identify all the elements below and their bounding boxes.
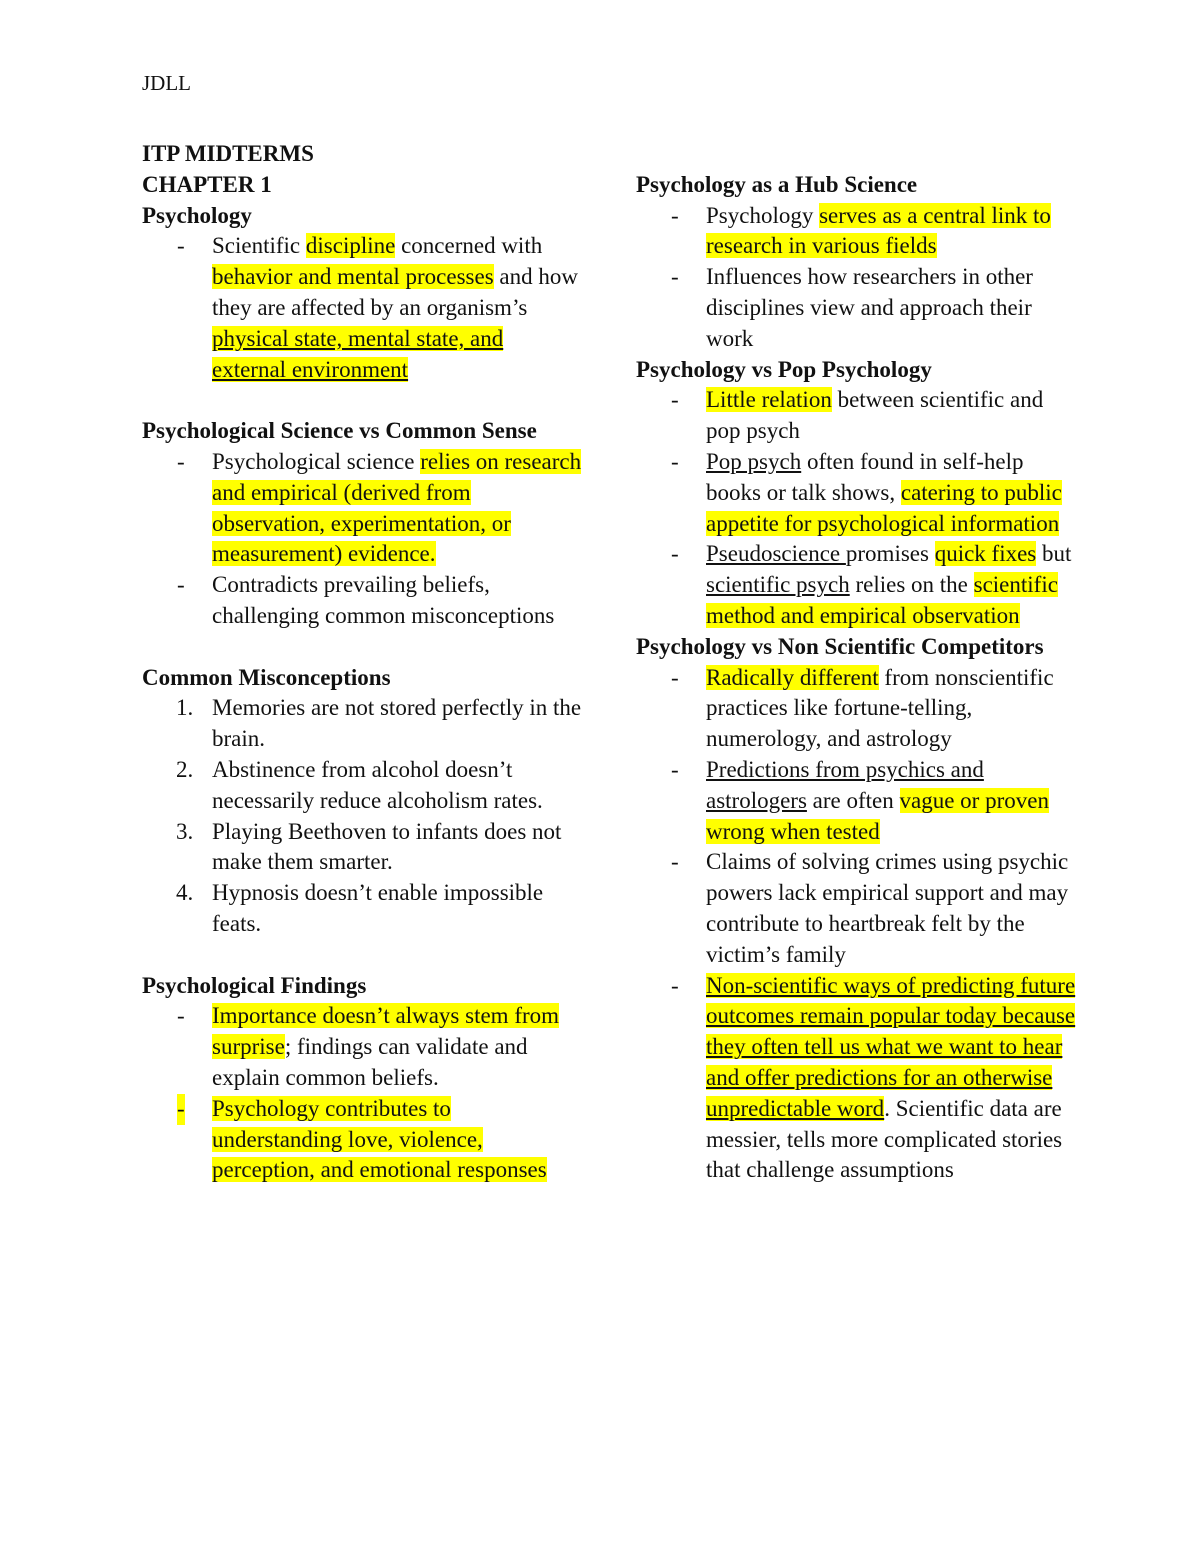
list-item [636, 447, 1076, 539]
dash-marker: - [177, 572, 185, 598]
list-item [636, 755, 1076, 847]
section-heading-non-scientific-competitors: Psychology vs Non Scientific Competitors [636, 633, 1044, 659]
list-item [142, 755, 582, 817]
body-text: Influences how researchers in other disciplines view and approach their work [706, 264, 1033, 351]
body-text: are often [806, 787, 900, 813]
psychology-bullet-list [142, 231, 582, 385]
list-item [142, 570, 582, 632]
highlighted-text: Psychology contributes to understanding love, violence, perception, and emotional responses [212, 1095, 547, 1183]
underlined-text: scientific psych [706, 572, 850, 598]
list-item [636, 201, 1076, 263]
dash-marker: - [177, 233, 185, 259]
underlined-text: Predictions from psychics and astrologers [706, 756, 984, 813]
dash-marker: - [177, 1094, 185, 1125]
body-text: Claims of solving crimes using psychic powers lack empirical support and may contribute to heartbreak felt by the victim’s family [706, 849, 1069, 967]
section-heading-hub-science: Psychology as a Hub Science [636, 171, 918, 197]
left-column [142, 139, 582, 1186]
section-heading-psychological-findings: Psychological Findings [142, 972, 367, 998]
list-item [636, 971, 1076, 1187]
dash-marker: - [671, 664, 679, 690]
highlighted-text: serves as a central link to research in various fields [706, 202, 1051, 259]
highlighted-text: Radically different [706, 664, 879, 690]
section-heading-science-vs-common-sense: Psychological Science vs Common Sense [142, 418, 537, 444]
body-text: Hypnosis doesn’t enable impossible feats. [212, 880, 544, 936]
body-text: between scientific and pop psych [706, 387, 1044, 444]
list-item [636, 539, 1076, 631]
dash-marker: - [671, 756, 679, 782]
list-number: 4. [176, 880, 194, 906]
highlighted-text: discipline [305, 233, 396, 259]
underlined-text: Pseudoscience [706, 541, 846, 567]
body-text: Playing Beethoven to infants does not make them smarter. [212, 818, 562, 875]
body-text: Memories are not stored perfectly in the brain. [212, 695, 582, 752]
dash-marker: - [671, 849, 679, 875]
body-text: Psychological science [212, 448, 421, 474]
section-heading-psychology: Psychology [142, 202, 252, 228]
list-number: 3. [176, 818, 194, 844]
highlighted-text: Importance doesn’t always stem from surprise [212, 1003, 560, 1060]
body-text: promises [845, 541, 935, 567]
body-text: and how they are affected by an organism’s [212, 264, 578, 320]
dash-marker: - [671, 541, 679, 567]
list-item [636, 385, 1076, 447]
body-text: Scientific [212, 233, 306, 259]
hub-bullet-list [636, 201, 1076, 355]
body-text: but [1036, 541, 1072, 567]
body-text: often found in self-help books or talk shows, [706, 448, 1024, 505]
highlighted-text: relies on research and empirical (derived from observation, experimentation, or measurement) evidence. [212, 448, 582, 567]
document-title: ITP MIDTERMS [142, 141, 314, 166]
section-heading-common-misconceptions: Common Misconceptions [142, 664, 391, 690]
findings-bullet-list [142, 1001, 582, 1186]
misconceptions-numbered-list [142, 693, 582, 939]
highlighted-underlined-text: Non-scientific ways of predicting future outcomes remain popular today because they often tell us what we want to hear and offer predictions for an otherwise unpredictable word [706, 972, 1076, 1121]
section-heading-pop-psychology: Psychology vs Pop Psychology [636, 356, 932, 382]
dash-marker: - [177, 1003, 185, 1029]
underlined-text: Pop psych [706, 448, 802, 474]
body-text: from nonscientific practices like fortune-telling, numerology, and astrology [706, 664, 1054, 752]
highlighted-text: quick fixes [934, 541, 1037, 567]
list-item [142, 817, 582, 879]
nonsci-bullet-list [636, 663, 1076, 1187]
body-text: concerned with [395, 233, 543, 259]
highlighted-text: catering to public appetite for psychological information [706, 479, 1062, 536]
pop-bullet-list [636, 385, 1076, 631]
body-text: relies on the [849, 572, 974, 598]
dash-marker: - [671, 387, 679, 413]
dash-marker: - [671, 972, 679, 998]
list-number: 1. [176, 695, 194, 721]
right-column [636, 139, 1076, 1186]
dash-marker: - [177, 448, 185, 474]
dash-marker: - [671, 264, 679, 290]
list-item [142, 878, 582, 940]
list-item [142, 1001, 582, 1093]
highlighted-text: vague or proven wrong when tested [706, 787, 1049, 844]
list-item [636, 847, 1076, 970]
highlighted-text: scientific method and empirical observation [706, 572, 1058, 628]
highlighted-underlined-text: physical state, mental state, and external environment [212, 325, 504, 382]
list-item [142, 447, 582, 570]
science-vs-sense-bullet-list [142, 447, 582, 632]
list-item [636, 262, 1076, 354]
chapter-heading: CHAPTER 1 [142, 171, 272, 197]
list-item [142, 693, 582, 755]
highlighted-text: behavior and mental processes [212, 264, 494, 290]
list-item [142, 231, 582, 385]
body-text: . Scientific data are messier, tells more complicated stories that challenge assumptions [706, 1095, 1063, 1183]
list-item [636, 663, 1076, 755]
body-text: Contradicts prevailing beliefs, challenging common misconceptions [212, 572, 555, 628]
dash-marker: - [671, 202, 679, 228]
list-item [142, 1094, 582, 1186]
body-text: ; findings can validate and explain common beliefs. [212, 1034, 528, 1090]
body-text: Psychology [706, 202, 820, 228]
highlighted-text: Little relation [706, 387, 832, 413]
dash-marker: - [671, 448, 679, 474]
body-text: Abstinence from alcohol doesn’t necessarily reduce alcoholism rates. [212, 756, 543, 813]
document-header-initials: JDLL [142, 71, 191, 95]
list-number: 2. [176, 756, 194, 782]
